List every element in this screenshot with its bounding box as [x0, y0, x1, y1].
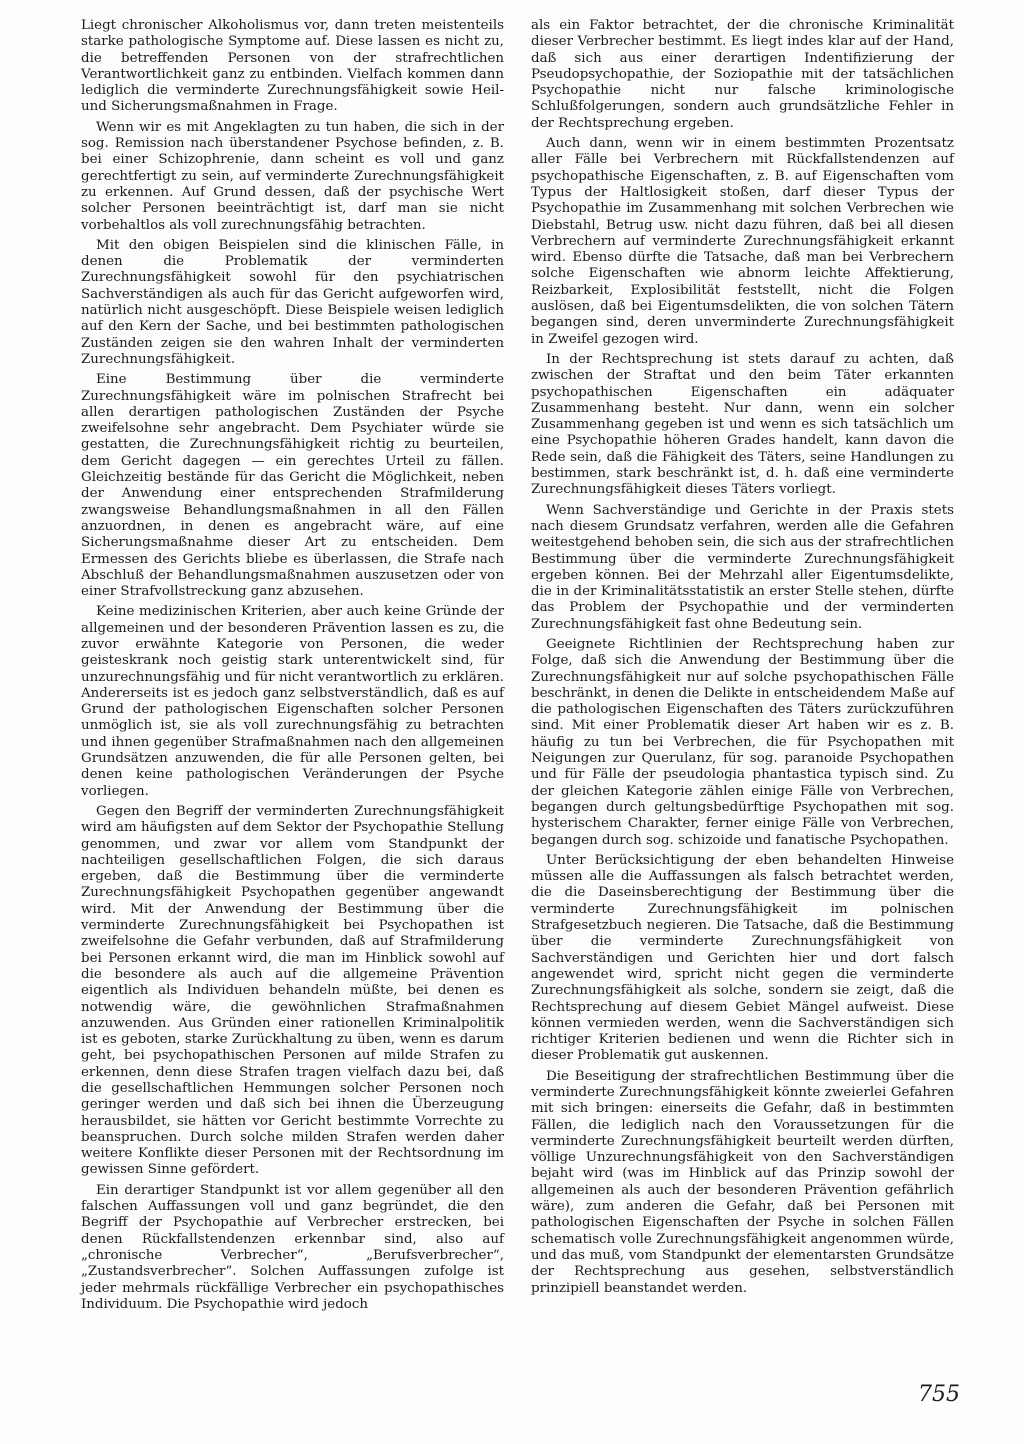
- paragraph: Auch dann, wenn wir in einem bestimmten Prozentsatz aller Fälle bei Verbrechern mit Rückfallstendenzen auf psychopathische Eigenschaften, z. B. auf Eigenschaften vom Typus der Haltlosigkeit stoßen, darf dieser Typus der Psychopathie im Zusammenhang mit solchen Verbrechen wie Diebstahl, Betrug usw. nicht dazu führen, daß bei all diesen Verbrechern auf verminderte Zurechnungsfähigkeit erkannt wird. Ebenso dürfte die Tatsache, daß man bei Verbrechern solche Eigenschaften wie abnorm leichte Affektierung, Reizbarkeit, Explosibilität feststellt, nicht die Folgen auslösen, daß bei Eigentumsdelikten, die von solchen Tätern begangen sind, deren unverminderte Zurechnungsfähigkeit in Zweifel gezogen wird.: [531, 136, 954, 347]
- paragraph: Wenn wir es mit Angeklagten zu tun haben, die sich in der sog. Remission nach überstandener Psychose befinden, z. B. bei einer Schizophrenie, dann scheint es voll und ganz gerechtfertigt zu sein, auf verminderte Zurechnungsfähigkeit zu erkennen. Auf Grund dessen, daß der psychische Wert solcher Personen beeinträchtigt ist, darf man sie nicht vorbehaltlos als voll zurechnungsfähig betrachten.: [81, 119, 504, 233]
- paragraph: Wenn Sachverständige und Gerichte in der Praxis stets nach diesem Grundsatz verfahren, werden alle die Gefahren weitestgehend behoben sein, die sich aus der strafrechtlichen Bestimmung über die verminderte Zurechnungsfähigkeit ergeben können. Bei der Mehrzahl aller Eigentumsdelikte, die in der Kriminalitätsstatistik an erster Stelle stehen, dürfte das Problem der Psychopathie und der verminderten Zurechnungsfähigkeit fast ohne Bedeutung sein.: [531, 502, 954, 632]
- paragraph: In der Rechtsprechung ist stets darauf zu achten, daß zwischen der Straftat und den beim Täter erkannten psychopathischen Eigenschaften ein adäquater Zusammenhang besteht. Nur dann, wenn ein solcher Zusammenhang gegeben ist und wenn es sich tatsächlich um eine Psychopathie höheren Grades handelt, kann davon die Rede sein, daß die Fähigkeit des Täters, seine Handlungen zu bestimmen, stark beschränkt ist, d. h. daß eine verminderte Zurechnungsfähigkeit dieses Täters vorliegt.: [531, 351, 954, 498]
- paragraph: Die Beseitigung der strafrechtlichen Bestimmung über die verminderte Zurechnungsfähigkeit könnte zweierlei Gefahren mit sich bringen: einerseits die Gefahr, daß in bestimmten Fällen, die lediglich nach den Voraussetzungen für die verminderte Zurechnungsfähigkeit beurteilt werden dürften, völlige Unzurechnungsfähigkeit von den Sachverständigen bejaht wird (was im Hinblick auf das Prinzip sowohl der allgemeinen als auch der besonderen Prävention gefährlich wäre), zum anderen die Gefahr, daß bei Personen mit pathologischen Eigenschaften der Psyche in solchen Fällen schematisch volle Zurechnungsfähigkeit angenommen würde, und das muß, vom Standpunkt der elementarsten Grundsätze der Rechtsprechung aus gesehen, selbstverständlich prinzipiell beanstandet werden.: [531, 1068, 954, 1296]
- paragraph: Geeignete Richtlinien der Rechtsprechung haben zur Folge, daß sich die Anwendung der Bestimmung über die Zurechnungsfähigkeit nur auf solche psychopathischen Fälle beschränkt, in denen die Delikte in entscheidendem Maße auf die pathologischen Eigenschaften des Täters zurückzuführen sind. Mit einer Problematik dieser Art haben wir es z. B. häufig zu tun bei Verbrechen, die für Psychopathen mit Neigungen zur Querulanz, für sog. paranoide Psychopathen und für Fälle der pseudologia phantastica typisch sind. Zu der gleichen Kategorie zählen einige Fälle von Verbrechen, begangen durch geltungsbedürftige Psychopathen mit sog. hysterischem Charakter, ferner einige Fälle von Verbrechen, begangen durch sog. schizoide und fanatische Psychopathen.: [531, 636, 954, 848]
- paragraph: Unter Berücksichtigung der eben behandelten Hinweise müssen alle die Auffassungen als falsch betrachtet werden, die die Daseinsberechtigung der Bestimmung über die verminderte Zurechnungsfähigkeit im polnischen Strafgesetzbuch negieren. Die Tatsache, daß die Bestimmung über die verminderte Zurechnungsfähigkeit von Sachverständigen und Gerichten hier und dort falsch angewendet wird, spricht nicht gegen die verminderte Zurechnungsfähigkeit als solche, sondern sie zeigt, daß die Rechtsprechung auf diesem Gebiet Mängel aufweist. Diese können vermieden werden, wenn die Sachverständigen sich richtiger Kriterien bedienen und wenn die Richter sich in dieser Problematik gut auskennen.: [531, 852, 954, 1064]
- paragraph: Eine Bestimmung über die verminderte Zurechnungsfähigkeit wäre im polnischen Strafrecht bei allen derartigen pathologischen Zuständen der Psyche zweifelsohne sehr angebracht. Dem Psychiater würde sie gestatten, die Zurechnungsfähigkeit richtig zu beurteilen, dem Gericht dagegen — ein gerechtes Urteil zu fällen. Gleichzeitig bestände für das Gericht die Möglichkeit, neben der Anwendung einer entsprechenden Strafmilderung zwangsweise Behandlungsmaßnahmen in all den Fällen anzuordnen, in denen es angebracht wäre, auf eine Sicherungsmaßnahme dieser Art zu entscheiden. Dem Ermessen des Gerichts bliebe es überlassen, die Strafe nach Abschluß der Behandlungsmaßnahmen auszusetzen oder von einer Strafvollstreckung ganz abzusehen.: [81, 372, 504, 600]
- page-number: 755: [918, 1382, 960, 1407]
- right-column: [531, 18, 954, 1301]
- left-column: [81, 18, 504, 1317]
- paragraph: Ein derartiger Standpunkt ist vor allem gegenüber all den falschen Auffassungen voll und ganz begründet, die den Begriff der Psychopathie auf Verbrecher erstrecken, bei denen Rückfallstendenzen erkennbar sind, also auf „chronische Verbrecher“, „Berufsverbrecher“, „Zustandsverbrecher“. Solchen Auffassungen zufolge ist jeder mehrmals rückfällige Verbrecher ein psychopathisches Individuum. Die Psychopathie wird jedoch: [81, 1182, 504, 1312]
- paragraph: Keine medizinischen Kriterien, aber auch keine Gründe der allgemeinen und der besonderen Prävention lassen es zu, die zuvor erwähnte Kategorie von Personen, die weder geisteskrank noch geistig stark unterentwickelt sind, für unzurechnungsfähig und für nicht verantwortlich zu erklären. Andererseits ist es jedoch ganz selbstverständlich, daß es auf Grund der pathologischen Eigenschaften solcher Personen unmöglich ist, sie als voll zurechnungsfähig zu betrachten und ihnen gegenüber Strafmaßnahmen nach den allgemeinen Grundsätzen anzuwenden, die für alle Personen gelten, bei denen keine pathologischen Veränderungen der Psyche vorliegen.: [81, 604, 504, 799]
- paragraph: Gegen den Begriff der verminderten Zurechnungsfähigkeit wird am häufigsten auf dem Sektor der Psychopathie Stellung genommen, und zwar vor allem vom Standpunkt der nachteiligen gesellschaftlichen Folgen, die sich daraus ergeben, daß die Bestimmung über die verminderte Zurechnungsfähigkeit Psychopathen gegenüber angewandt wird. Mit der Anwendung der Bestimmung über die verminderte Zurechnungsfähigkeit bei Psychopathen ist zweifelsohne die Gefahr verbunden, daß auf Strafmilderung bei Personen erkannt wird, die man im Hinblick sowohl auf die besondere als auch auf die allgemeine Prävention eigentlich als Individuen behandeln müßte, bei denen es notwendig wäre, die gewöhnlichen Strafmaßnahmen anzuwenden. Aus Gründen einer rationellen Kriminalpolitik ist es geboten, starke Zurückhaltung zu üben, wenn es darum geht, bei psychopathischen Personen auf milde Strafen zu erkennen, denn diese Strafen tragen vielfach dazu bei, daß die gesellschaftlichen Hemmungen solcher Personen noch geringer werden und daß sich bei ihnen die Überzeugung herausbildet, sie hätten vor Gericht bestimmte Vorrechte zu beanspruchen. Durch solche milden Strafen werden daher weitere Konflikte dieser Personen mit der Rechtsordnung im gewissen Sinne gefördert.: [81, 803, 504, 1178]
- paragraph: als ein Faktor betrachtet, der die chronische Kriminalität dieser Verbrecher bestimmt. Es liegt indes klar auf der Hand, daß sich aus einer derartigen Indentifizierung der Pseudopsychopathie, der Soziopathie mit der tatsächlichen Psychopathie nicht nur falsche kriminologische Schlußfolgerungen, sondern auch grundsätzliche Fehler in der Rechtsprechung ergeben.: [531, 18, 954, 131]
- paragraph: Liegt chronischer Alkoholismus vor, dann treten meistenteils starke pathologische Symptome auf. Diese lassen es nicht zu, die betreffenden Personen von der strafrechtlichen Verantwortlichkeit ganz zu entbinden. Vielfach kommen dann lediglich die verminderte Zurechnungsfähigkeit sowie Heil- und Sicherungsmaßnahmen in Frage.: [81, 18, 504, 115]
- paragraph: Mit den obigen Beispielen sind die klinischen Fälle, in denen die Problematik der verminderten Zurechnungsfähigkeit sowohl für den psychiatrischen Sachverständigen als auch für das Gericht aufgeworfen wird, natürlich nicht ausgeschöpft. Diese Beispiele weisen lediglich auf den Kern der Sache, und bei bestimmten pathologischen Zuständen zeigen sie den wahren Inhalt der verminderten Zurechnungsfähigkeit.: [81, 237, 504, 367]
